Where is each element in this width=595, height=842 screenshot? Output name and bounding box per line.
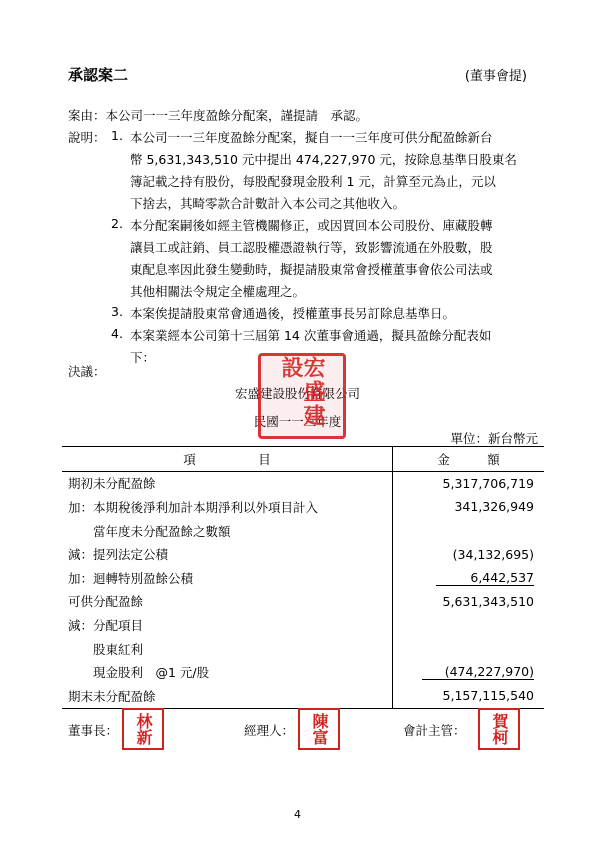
company-name: 宏盛建設股份有限公司 <box>234 386 360 401</box>
row-amount <box>393 519 545 543</box>
explanation-item-1-line-4: 下捨去，其畸零款合計數計入本公司之其他收入。 <box>130 196 406 211</box>
row-amount <box>393 637 545 661</box>
explanation-item-2-line-4: 其他相關法令規定全權處理之。 <box>130 284 306 299</box>
row-label: 股東紅利 <box>62 637 393 661</box>
table-row <box>62 613 544 637</box>
explanation-item-2-line-1: 本分配案嗣後如經主管機關修正，或因買回本公司股份、庫藏股轉 <box>130 218 493 233</box>
row-label: 期末未分配盈餘 <box>62 684 393 708</box>
proposal-title: 承認案二 <box>68 66 129 84</box>
table-row <box>62 684 544 708</box>
earnings-distribution-table <box>62 446 544 709</box>
column-header-amount: 金 額 <box>393 447 545 472</box>
accountant-seal <box>478 708 520 750</box>
manager-seal <box>298 708 340 750</box>
chairman-label: 董事長： <box>68 723 119 738</box>
row-label: 減：分配項目 <box>62 613 393 637</box>
row-label: 加：本期稅後淨利加計本期淨利以外項目計入 <box>62 495 393 519</box>
explanation-item-1-line-1: 本公司一一三年度盈餘分配案，擬自一一三年度可供分配盈餘新台 <box>130 130 493 145</box>
row-amount: (34,132,695) <box>452 546 534 562</box>
row-label: 加：迴轉特別盈餘公積 <box>62 566 393 590</box>
column-header-item: 項 目 <box>62 447 393 472</box>
row-label: 現金股利 @1 元/股 <box>62 660 393 684</box>
row-label: 期初未分配盈餘 <box>62 471 393 495</box>
table-row <box>62 495 544 519</box>
company-seal <box>258 353 346 439</box>
table-row <box>62 660 544 684</box>
row-amount: 6,442,537 <box>436 570 534 586</box>
explanation-item-1-num: 1. <box>111 128 123 143</box>
explanation-item-4-num: 4. <box>111 326 123 341</box>
table-row <box>62 471 544 495</box>
row-amount: (474,227,970) <box>422 664 534 680</box>
row-amount: 5,631,343,510 <box>442 593 534 609</box>
reason-text: 本公司一一三年度盈餘分配案，謹提請 承認。 <box>105 108 369 123</box>
explanation-item-1-line-3: 簿記載之持有股份，每股配發現金股利 1 元，計算至元為止，元以 <box>130 174 496 189</box>
explanation-item-2-line-3: 東配息率因此發生變動時，擬提請股東常會授權董事會依公司法或 <box>130 262 493 277</box>
explanation-item-2-num: 2. <box>111 216 123 231</box>
table-row <box>62 519 544 543</box>
row-label: 可供分配盈餘 <box>62 590 393 614</box>
table-header-row <box>62 447 544 472</box>
row-label: 當年度未分配盈餘之數額 <box>62 519 393 543</box>
proposer-label: (董事會提) <box>464 69 527 84</box>
row-amount: 5,317,706,719 <box>442 475 534 491</box>
explanation-item-3-line-1: 本案俟提請股東常會通過後，授權董事長另訂除息基準日。 <box>130 306 456 321</box>
company-seal-text: 宏盛建設 <box>278 356 326 428</box>
resolution-label: 決議： <box>68 364 106 379</box>
explanation-item-1-line-2: 幣 5,631,343,510 元中提出 474,227,970 元，按除息基準日股東名 <box>130 152 517 167</box>
reason-line <box>68 106 368 124</box>
explanation-item-2-line-2: 讓員工或註銷、員工認股權憑證執行等，致影響流通在外股數，股 <box>130 240 493 255</box>
chairman-seal-text: 林新 <box>134 713 153 745</box>
explanation-label: 說明： <box>68 130 106 145</box>
row-amount: 5,157,115,540 <box>393 684 545 708</box>
accountant-label: 會計主管： <box>403 723 466 738</box>
table-row <box>62 566 544 590</box>
page-number: 4 <box>294 808 301 821</box>
explanation-item-3-num: 3. <box>111 304 123 319</box>
row-label: 減：提列法定公積 <box>62 542 393 566</box>
accountant-seal-text: 賀柯 <box>490 713 509 745</box>
row-amount: 341,326,949 <box>454 499 534 515</box>
manager-seal-text: 陳富 <box>310 713 329 745</box>
statement-subtitle: 民國一一三年度 <box>253 414 342 429</box>
chairman-seal <box>122 708 164 750</box>
row-amount <box>393 613 545 637</box>
explanation-item-4-line-2: 下： <box>130 350 156 365</box>
currency-unit: 單位：新台幣元 <box>450 431 538 446</box>
manager-label: 經理人： <box>244 723 295 738</box>
explanation-item-4-line-1: 本案業經本公司第十三屆第 14 次董事會通過，擬具盈餘分配表如 <box>130 328 492 343</box>
table-row <box>62 542 544 566</box>
reason-label: 案由： <box>68 108 106 123</box>
table-row <box>62 590 544 614</box>
table-row <box>62 637 544 661</box>
